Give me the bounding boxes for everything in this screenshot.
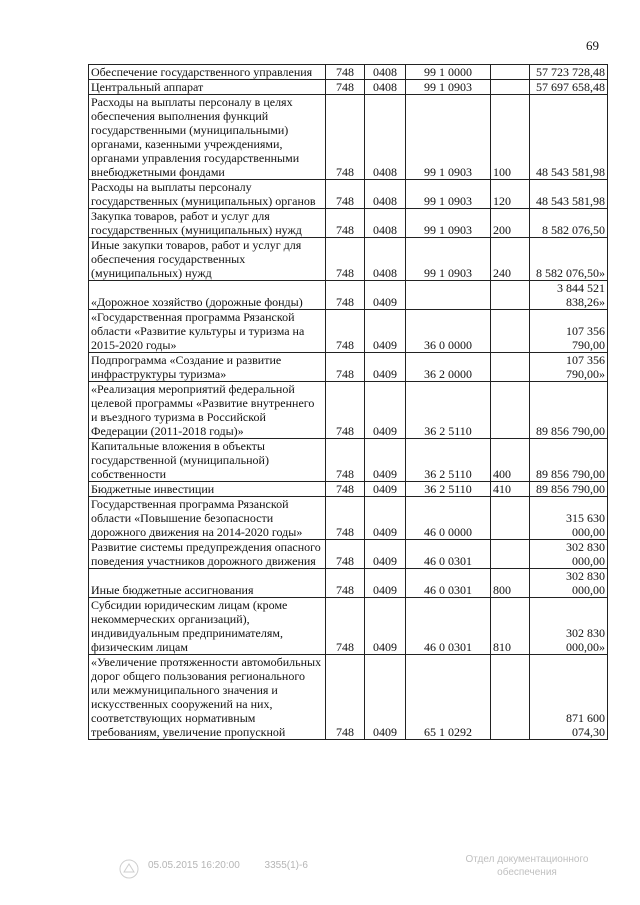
table-row bbox=[89, 95, 608, 180]
row-name-cell: Субсидии юридическим лицам (кроме некоммерческих организаций), индивидуальным предпринимателям, физическим лицам bbox=[89, 598, 326, 655]
row-target-code-cell: 46 0 0301 bbox=[406, 540, 491, 569]
row-section-code-cell: 0408 bbox=[365, 80, 406, 95]
row-target-code-cell: 46 0 0301 bbox=[406, 598, 491, 655]
row-amount-cell: 107 356 790,00» bbox=[530, 353, 608, 382]
row-admin-code-cell: 748 bbox=[326, 180, 365, 209]
row-expense-type-cell: 800 bbox=[491, 569, 530, 598]
row-admin-code-cell: 748 bbox=[326, 482, 365, 497]
table-row bbox=[89, 439, 608, 482]
row-amount-cell: 89 856 790,00 bbox=[530, 482, 608, 497]
row-name-cell: Закупка товаров, работ и услуг для государственных (муниципальных) нужд bbox=[89, 209, 326, 238]
row-target-code-cell: 99 1 0903 bbox=[406, 95, 491, 180]
row-section-code-cell: 0409 bbox=[365, 281, 406, 310]
table-row bbox=[89, 569, 608, 598]
row-admin-code-cell: 748 bbox=[326, 65, 365, 80]
page-number: 69 bbox=[586, 38, 599, 53]
row-target-code-cell: 36 2 5110 bbox=[406, 482, 491, 497]
row-target-code-cell: 36 2 5110 bbox=[406, 382, 491, 439]
row-amount-cell: 302 830 000,00» bbox=[530, 598, 608, 655]
row-admin-code-cell: 748 bbox=[326, 569, 365, 598]
footer-department-note bbox=[452, 853, 602, 879]
row-expense-type-cell bbox=[491, 353, 530, 382]
budget-table-body bbox=[89, 65, 608, 740]
row-section-code-cell: 0409 bbox=[365, 540, 406, 569]
row-admin-code-cell: 748 bbox=[326, 439, 365, 482]
row-name-cell: Иные бюджетные ассигнования bbox=[89, 569, 326, 598]
row-expense-type-cell: 410 bbox=[491, 482, 530, 497]
row-admin-code-cell: 748 bbox=[326, 497, 365, 540]
table-row bbox=[89, 180, 608, 209]
row-name-cell: «Увеличение протяженности автомобильных дорог общего пользования регионального или межмуниципального значения и искусственных сооружений на них, соответствующих нормативным требованиям, увеличение пропускной bbox=[89, 655, 326, 740]
row-amount-cell: 8 582 076,50» bbox=[530, 238, 608, 281]
row-expense-type-cell: 400 bbox=[491, 439, 530, 482]
row-name-cell: Подпрограмма «Создание и развитие инфраструктуры туризма» bbox=[89, 353, 326, 382]
row-target-code-cell bbox=[406, 281, 491, 310]
row-section-code-cell: 0408 bbox=[365, 209, 406, 238]
row-name-cell: Капитальные вложения в объекты государственной (муниципальной) собственности bbox=[89, 439, 326, 482]
table-row bbox=[89, 598, 608, 655]
row-target-code-cell: 46 0 0301 bbox=[406, 569, 491, 598]
row-amount-cell: 57 723 728,48 bbox=[530, 65, 608, 80]
row-name-cell: «Реализация мероприятий федеральной целевой программы «Развитие внутреннего и въездного туризма в Российской Федерации (2011-2018 годы)» bbox=[89, 382, 326, 439]
row-admin-code-cell: 748 bbox=[326, 209, 365, 238]
row-name-cell: «Государственная программа Рязанской области «Развитие культуры и туризма на 2015-2020 годы» bbox=[89, 310, 326, 353]
row-amount-cell: 302 830 000,00 bbox=[530, 569, 608, 598]
row-amount-cell: 315 630 000,00 bbox=[530, 497, 608, 540]
footer-datetime: 05.05.2015 16:20:00 bbox=[148, 860, 240, 871]
row-section-code-cell: 0409 bbox=[365, 382, 406, 439]
table-row bbox=[89, 238, 608, 281]
footer-stamp-info bbox=[148, 860, 330, 871]
row-admin-code-cell: 748 bbox=[326, 95, 365, 180]
row-target-code-cell: 46 0 0000 bbox=[406, 497, 491, 540]
footer-note-line2: обеспечения bbox=[497, 867, 557, 878]
row-amount-cell: 3 844 521 838,26» bbox=[530, 281, 608, 310]
row-amount-cell: 89 856 790,00 bbox=[530, 439, 608, 482]
table-row bbox=[89, 65, 608, 80]
row-section-code-cell: 0409 bbox=[365, 482, 406, 497]
table-row bbox=[89, 540, 608, 569]
row-section-code-cell: 0409 bbox=[365, 655, 406, 740]
row-admin-code-cell: 748 bbox=[326, 655, 365, 740]
row-target-code-cell: 99 1 0903 bbox=[406, 209, 491, 238]
table-row bbox=[89, 497, 608, 540]
row-expense-type-cell bbox=[491, 540, 530, 569]
row-expense-type-cell: 810 bbox=[491, 598, 530, 655]
row-name-cell: Расходы на выплаты персоналу в целях обеспечения выполнения функций государственными (муниципальными) органами, казенными учреждениями, органами управления государственными внебюджетными фондами bbox=[89, 95, 326, 180]
table-row bbox=[89, 80, 608, 95]
stamp-icon bbox=[118, 858, 140, 880]
row-expense-type-cell bbox=[491, 310, 530, 353]
row-name-cell: Иные закупки товаров, работ и услуг для обеспечения государственных (муниципальных) нужд bbox=[89, 238, 326, 281]
table-row bbox=[89, 382, 608, 439]
row-target-code-cell: 36 2 5110 bbox=[406, 439, 491, 482]
table-row bbox=[89, 281, 608, 310]
row-amount-cell: 8 582 076,50 bbox=[530, 209, 608, 238]
row-target-code-cell: 99 1 0903 bbox=[406, 238, 491, 281]
row-admin-code-cell: 748 bbox=[326, 382, 365, 439]
row-section-code-cell: 0408 bbox=[365, 65, 406, 80]
row-name-cell: «Дорожное хозяйство (дорожные фонды) bbox=[89, 281, 326, 310]
row-amount-cell: 48 543 581,98 bbox=[530, 180, 608, 209]
table-row bbox=[89, 353, 608, 382]
row-admin-code-cell: 748 bbox=[326, 281, 365, 310]
row-admin-code-cell: 748 bbox=[326, 353, 365, 382]
row-section-code-cell: 0409 bbox=[365, 310, 406, 353]
row-section-code-cell: 0409 bbox=[365, 439, 406, 482]
row-amount-cell: 107 356 790,00 bbox=[530, 310, 608, 353]
row-expense-type-cell bbox=[491, 281, 530, 310]
footer-note-line1: Отдел документационного bbox=[465, 854, 589, 865]
budget-table bbox=[88, 64, 608, 740]
row-amount-cell: 57 697 658,48 bbox=[530, 80, 608, 95]
row-expense-type-cell bbox=[491, 65, 530, 80]
row-admin-code-cell: 748 bbox=[326, 540, 365, 569]
table-row bbox=[89, 482, 608, 497]
row-name-cell: Государственная программа Рязанской области «Повышение безопасности дорожного движения на 2014-2020 годы» bbox=[89, 497, 326, 540]
row-expense-type-cell: 120 bbox=[491, 180, 530, 209]
row-section-code-cell: 0408 bbox=[365, 95, 406, 180]
row-target-code-cell: 99 1 0000 bbox=[406, 65, 491, 80]
row-admin-code-cell: 748 bbox=[326, 598, 365, 655]
row-expense-type-cell: 100 bbox=[491, 95, 530, 180]
table-row bbox=[89, 655, 608, 740]
row-amount-cell: 302 830 000,00 bbox=[530, 540, 608, 569]
row-admin-code-cell: 748 bbox=[326, 238, 365, 281]
row-section-code-cell: 0409 bbox=[365, 497, 406, 540]
row-section-code-cell: 0408 bbox=[365, 180, 406, 209]
footer-doc-number: 3355(1)-6 bbox=[264, 860, 308, 871]
row-name-cell: Развитие системы предупреждения опасного поведения участников дорожного движения bbox=[89, 540, 326, 569]
row-name-cell: Обеспечение государственного управления bbox=[89, 65, 326, 80]
row-amount-cell: 89 856 790,00 bbox=[530, 382, 608, 439]
table-row bbox=[89, 310, 608, 353]
row-target-code-cell: 99 1 0903 bbox=[406, 80, 491, 95]
row-expense-type-cell bbox=[491, 382, 530, 439]
row-name-cell: Бюджетные инвестиции bbox=[89, 482, 326, 497]
row-section-code-cell: 0409 bbox=[365, 598, 406, 655]
row-expense-type-cell: 240 bbox=[491, 238, 530, 281]
row-section-code-cell: 0409 bbox=[365, 353, 406, 382]
row-target-code-cell: 36 0 0000 bbox=[406, 310, 491, 353]
row-target-code-cell: 99 1 0903 bbox=[406, 180, 491, 209]
row-expense-type-cell bbox=[491, 80, 530, 95]
row-admin-code-cell: 748 bbox=[326, 80, 365, 95]
row-target-code-cell: 36 2 0000 bbox=[406, 353, 491, 382]
row-name-cell: Расходы на выплаты персоналу государственных (муниципальных) органов bbox=[89, 180, 326, 209]
row-expense-type-cell: 200 bbox=[491, 209, 530, 238]
row-amount-cell: 871 600 074,30 bbox=[530, 655, 608, 740]
row-admin-code-cell: 748 bbox=[326, 310, 365, 353]
row-amount-cell: 48 543 581,98 bbox=[530, 95, 608, 180]
row-name-cell: Центральный аппарат bbox=[89, 80, 326, 95]
row-expense-type-cell bbox=[491, 497, 530, 540]
row-expense-type-cell bbox=[491, 655, 530, 740]
row-section-code-cell: 0408 bbox=[365, 238, 406, 281]
table-row bbox=[89, 209, 608, 238]
row-section-code-cell: 0409 bbox=[365, 569, 406, 598]
row-target-code-cell: 65 1 0292 bbox=[406, 655, 491, 740]
